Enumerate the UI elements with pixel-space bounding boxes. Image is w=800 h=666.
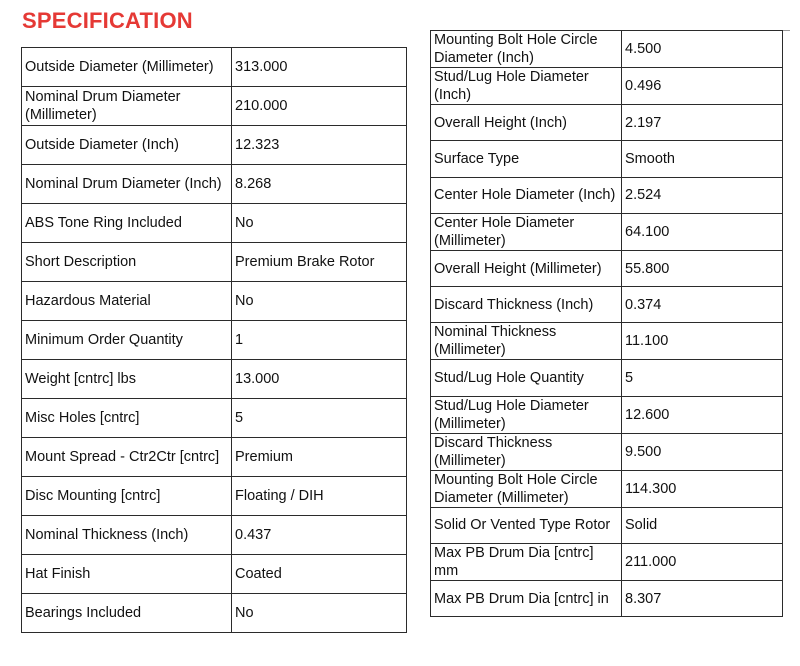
spec-row [431,177,783,213]
spec-row [22,438,407,477]
spec-label: Nominal Thickness (Millimeter) [431,323,622,360]
spec-value: 4.500 [622,31,783,68]
spec-value: 313.000 [232,48,407,87]
spec-label: Nominal Drum Diameter (Millimeter) [22,87,232,126]
spec-row [22,282,407,321]
spec-label: Overall Height (Millimeter) [431,250,622,286]
spec-value: 55.800 [622,250,783,286]
spec-row [22,360,407,399]
spec-value: No [232,204,407,243]
spec-label: Short Description [22,243,232,282]
spec-value: Floating / DIH [232,477,407,516]
spec-value: Coated [232,555,407,594]
spec-value: 211.000 [622,544,783,581]
spec-row [22,399,407,438]
spec-row [22,555,407,594]
spec-label: Discard Thickness (Inch) [431,287,622,323]
spec-value: 0.374 [622,287,783,323]
spec-value: No [232,594,407,633]
spec-row [22,204,407,243]
spec-label: Bearings Included [22,594,232,633]
spec-value: 5 [622,360,783,396]
spec-row [431,105,783,141]
spec-row [431,433,783,470]
spec-value: 2.197 [622,105,783,141]
spec-label: Center Hole Diameter (Inch) [431,177,622,213]
spec-label: Center Hole Diameter (Millimeter) [431,213,622,250]
spec-row [431,31,783,68]
spec-label: Discard Thickness (Millimeter) [431,433,622,470]
spec-row [22,126,407,165]
spec-row [431,544,783,581]
spec-label: Hat Finish [22,555,232,594]
spec-label: Nominal Drum Diameter (Inch) [22,165,232,204]
spec-value: Smooth [622,141,783,177]
spec-value: 210.000 [232,87,407,126]
spec-label: Mounting Bolt Hole Circle Diameter (Inch) [431,31,622,68]
spec-label: Nominal Thickness (Inch) [22,516,232,555]
spec-value: 1 [232,321,407,360]
spec-value: 114.300 [622,470,783,507]
spec-row [22,165,407,204]
spec-row [431,141,783,177]
spec-row [22,321,407,360]
spec-label: Solid Or Vented Type Rotor [431,507,622,543]
spec-value: 0.437 [232,516,407,555]
spec-row [22,243,407,282]
spec-row [431,360,783,396]
spec-label: Misc Holes [cntrc] [22,399,232,438]
spec-value: 12.600 [622,396,783,433]
spec-value: 9.500 [622,433,783,470]
spec-row [431,287,783,323]
spec-label: Disc Mounting [cntrc] [22,477,232,516]
spec-value: 0.496 [622,68,783,105]
spec-label: Mounting Bolt Hole Circle Diameter (Millimeter) [431,470,622,507]
spec-table-left [21,47,407,633]
spec-row [22,594,407,633]
spec-value: Premium Brake Rotor [232,243,407,282]
spec-value: 13.000 [232,360,407,399]
spec-table-right [430,30,783,617]
spec-label: Outside Diameter (Millimeter) [22,48,232,87]
spec-label: Weight [cntrc] lbs [22,360,232,399]
spec-row [431,323,783,360]
spec-value: Solid [622,507,783,543]
spec-label: Stud/Lug Hole Quantity [431,360,622,396]
spec-value: 8.307 [622,581,783,617]
spec-label: Surface Type [431,141,622,177]
spec-row [431,581,783,617]
spec-value: Premium [232,438,407,477]
spec-row [22,477,407,516]
spec-label: Hazardous Material [22,282,232,321]
spec-value: 12.323 [232,126,407,165]
spec-row [22,87,407,126]
spec-label: ABS Tone Ring Included [22,204,232,243]
spec-value: 5 [232,399,407,438]
spec-row [431,68,783,105]
spec-label: Mount Spread - Ctr2Ctr [cntrc] [22,438,232,477]
spec-value: 64.100 [622,213,783,250]
spec-row [431,507,783,543]
spec-row [22,516,407,555]
spec-value: 8.268 [232,165,407,204]
spec-value: No [232,282,407,321]
spec-label: Stud/Lug Hole Diameter (Inch) [431,68,622,105]
spec-label: Minimum Order Quantity [22,321,232,360]
spec-row [22,48,407,87]
spec-row [431,250,783,286]
spec-label: Overall Height (Inch) [431,105,622,141]
spec-value: 2.524 [622,177,783,213]
spec-row [431,396,783,433]
spec-value: 11.100 [622,323,783,360]
spec-row [431,213,783,250]
page-title: SPECIFICATION [22,8,193,33]
spec-label: Max PB Drum Dia [cntrc] in [431,581,622,617]
spec-label: Stud/Lug Hole Diameter (Millimeter) [431,396,622,433]
spec-row [431,470,783,507]
spec-label: Max PB Drum Dia [cntrc] mm [431,544,622,581]
spec-label: Outside Diameter (Inch) [22,126,232,165]
